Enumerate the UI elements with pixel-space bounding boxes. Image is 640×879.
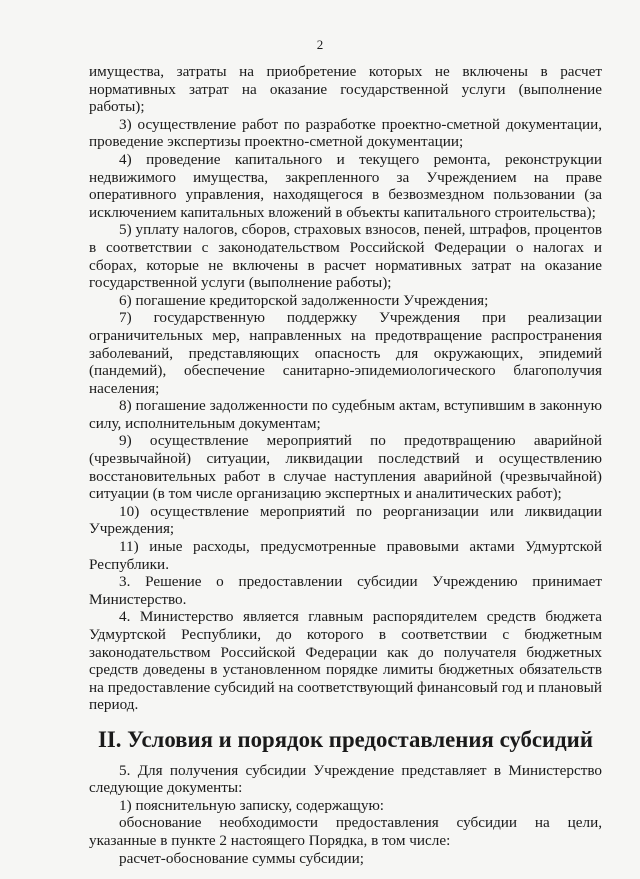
paragraph: 10) осуществление мероприятий по реорганизации или ликвидации Учреждения;: [89, 502, 602, 538]
paragraph: 4) проведение капитального и текущего ремонта, реконструкции недвижимого имущества, закрепленного за Учреждением на праве оперативного управления, находящегося в безвозмездном пользовании (за исключением капитальных вложений в объекты капитального строительства);: [89, 150, 602, 221]
paragraph: имущества, затраты на приобретение которых не включены в расчет нормативных затрат на оказание государственной услуги (выполнение работы);: [89, 63, 602, 116]
document-body: [89, 63, 602, 867]
paragraph: 5. Для получения субсидии Учреждение представляет в Министерство следующие документы:: [89, 761, 602, 797]
paragraphs-before: [89, 63, 602, 714]
paragraph: 1) пояснительную записку, содержащую:: [119, 796, 385, 814]
paragraphs-after: [89, 762, 602, 868]
page-number: 2: [316, 37, 324, 52]
paragraph: 8) погашение задолженности по судебным актам, вступившим в законную силу, исполнительным документам;: [89, 397, 602, 432]
paragraph: 4. Министерство является главным распорядителем средств бюджета Удмуртской Республики, до которого в соответствии с бюджетным законодательством Российской Федерации как до получателя бюджетных средств доведены в установленном порядке лимиты бюджетных обязательств на предоставление субсидий на соответствующий финансовый год и плановый период.: [89, 608, 602, 714]
paragraph: 11) иные расходы, предусмотренные правовыми актами Удмуртской Республики.: [89, 538, 602, 573]
paragraph: 5) уплату налогов, сборов, страховых взносов, пеней, штрафов, процентов в соответствии с законодательством Российской Федерации о налогах и сборах, которые не включены в расчет нормативных затрат на оказание государственной услуги (выполнение работы);: [89, 221, 602, 292]
paragraph: 7) государственную поддержку Учреждения при реализации ограничительных мер, направленных на предотвращение распространения заболеваний, представляющих опасность для окружающих, эпидемий (пандемий), обеспечение санитарно-эпидемиологического благополучия населения;: [89, 309, 602, 397]
paragraph: 3. Решение о предоставлении субсидии Учреждению принимает Министерство.: [89, 573, 602, 608]
paragraph: 3) осуществление работ по разработке проектно-сметной документации, проведение экспертизы проектно-сметной документации;: [89, 115, 602, 151]
paragraph: 9) осуществление мероприятий по предотвращению аварийной (чрезвычайной) ситуации, ликвидации последствий и осуществлению восстановительных работ в случае наступления аварийной (чрезвычайной) ситуации (в том числе организацию экспертных и аналитических работ);: [89, 432, 602, 503]
paragraph: расчет-обоснование суммы субсидии;: [119, 849, 364, 867]
section-heading: II. Условия и порядок предоставления субсидий: [98, 726, 593, 752]
paragraph: обоснование необходимости предоставления субсидии на цели, указанные в пункте 2 настоящего Порядка, в том числе:: [89, 814, 602, 849]
paragraph: 6) погашение кредиторской задолженности Учреждения;: [119, 291, 489, 309]
